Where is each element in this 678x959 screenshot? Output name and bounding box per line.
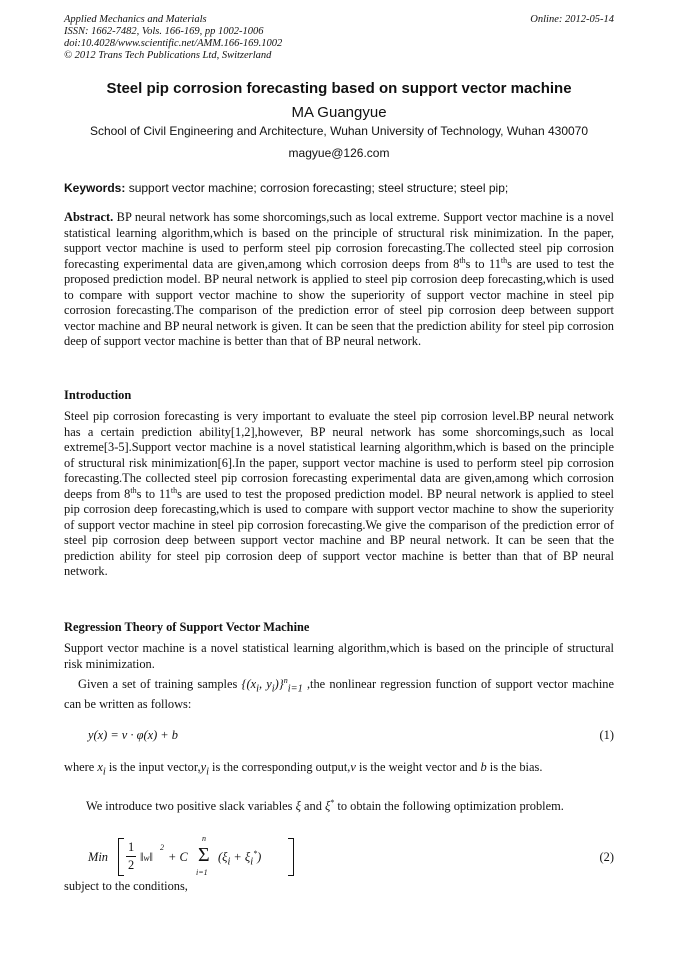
eq2-w: w [143,853,150,863]
introduction-body [64,409,614,580]
eq2-bracket-left [118,838,124,876]
bias-text: is the bias. [486,760,543,774]
copyright-line: © 2012 Trans Tech Publications Ltd, Switzerland [64,50,272,61]
eq2-half-denominator: 2 [128,858,135,872]
journal-name: Applied Mechanics and Materials [64,14,207,25]
regression-para-3 [64,760,614,780]
abstract-text-2: s to 11 [465,256,501,271]
regression-para-5: subject to the conditions, [64,879,188,893]
eq2-terms-mid: + ξ [230,850,251,864]
abstract-sup-2: th [500,255,508,265]
eq2-sum-upper: n [202,834,206,843]
samples-sub-range: i=1 [287,683,303,695]
symbol-x-sub: i [102,766,106,778]
intro-sup-2: th [170,485,178,495]
eq2-fraction-bar [126,856,136,857]
where-text: where [64,760,98,774]
regression-para-4 [64,799,614,815]
abstract-sup-1: th [459,255,466,265]
equation-1-number: (1) [599,728,614,742]
regression-heading: Regression Theory of Support Vector Machine [64,620,310,634]
eq2-terms-sub-1: i [227,856,231,868]
intro-sup-1: th [130,485,137,495]
intro-text-2: s to 11 [136,486,171,501]
symbol-xi: ξ [295,799,301,813]
doi-line: doi:10.4028/www.scientific.net/AMM.166-169.1002 [64,38,283,49]
paper-title: Steel pip corrosion forecasting based on support vector machine [106,80,572,97]
samples-intro-text: Given a set of training samples [78,677,242,691]
eq2-half-numerator: 1 [128,840,135,854]
eq2-terms-close: ) [257,850,262,864]
output-text: is the corresponding output, [208,760,351,774]
eq2-sum-lower: i=1 [196,868,208,877]
samples-sup-n: n [283,675,288,685]
regression-para-1: Support vector machine is a novel statistical learning algorithm,which is based on the principle of structural risk minimization. [64,641,614,671]
eq2-plus-c: + C [168,850,188,864]
weight-vector-text: is the weight vector and [355,760,481,774]
intro-text-1: Steel pip corrosion forecasting is very important to evaluate the steel pip corrosion level.BP neural network has a certain prediction ability[1,2],however, BP neural network has some shorcomings,such as local extreme[3-5].Support vector machine is a novel statistical learning algorithm,which is based on the principle of structural risk minimization[6].In the paper, support vector machine is used to perform steel pip corrosion forecasting.The collected steel pip corrosion forecasting experimental data are given,among which corrosion deeps from 8 [64,409,614,501]
samples-sub-i: i [256,683,259,695]
abstract-text-1: BP neural network has some shorcomings,such as local extreme. Support vector machine is a novel statistical learning algorithm,which is based on the principle of structural risk minimization. In the paper, support vector machine is used to perform steel pip corrosion forecasting.The collected steel pip corrosion forecasting experimental data are given,among which corrosion deeps from 8 [64,210,614,271]
eq2-terms-open: (ξ [218,850,228,864]
symbol-star: * [330,797,335,807]
journal-header [64,14,614,62]
samples-outro-text: ,the nonlinear regression function of support vector machine can be written as follows: [64,677,614,711]
samples-mid: , y [258,677,272,691]
symbol-y-sub: i [206,766,209,778]
keywords [64,181,614,195]
author-name: MA Guangyue [291,104,387,121]
eq2-terms-star: * [253,848,258,858]
keywords-text: support vector machine; corrosion forecasting; steel structure; steel pip; [125,181,509,195]
equation-2-number: (2) [599,850,614,864]
eq2-terms-sub-2: i [250,856,254,868]
symbol-x: x [97,760,103,774]
samples-set [241,675,303,695]
eq2-sigma: Σ [198,844,210,866]
intro-text-3: s are used to test the proposed prediction model. BP neural network is applied to steel pip corrosion deep forecasting,which is used to compare with support vector machine to show the superiority of support vector machine in steel pip corrosion forecasting.We give the comparison of the prediction error of steel pip corrosion deep between support vector machine and BP neural network. It can be seen that the prediction ability for steel pip corrosion deep of support vector machine is better than that of BP neural network. [64,486,614,578]
input-vector-text: is the input vector, [105,760,201,774]
symbol-y: y [200,760,207,774]
keywords-label: Keywords: [64,181,126,195]
slack-and-text: and [300,799,325,813]
samples-close: )} [274,677,284,691]
abstract [64,210,614,350]
slack-outro-text: to obtain the following optimization problem. [334,799,564,813]
author-email[interactable]: magyue@126.com [288,146,390,160]
issn-line: ISSN: 1662-7482, Vols. 166-169, pp 1002-1006 [64,26,264,37]
eq2-terms [218,850,261,867]
eq2-min: Min [88,850,108,864]
introduction-heading: Introduction [64,388,132,402]
equation-2: Min 1 2 ‖w‖ 2 + C n Σ i=1 $(\xi_i + \xi_i^*)$ [88,838,308,878]
abstract-text-3: s are used to test the proposed prediction model. BP neural network is applied to steel pip corrosion deep forecasting,which is used to compare with support vector machine to show the superiority of support vector machine in steel pip corrosion forecasting.The comparison of the prediction error of steel pip corrosion deep between support vector machine and BP neural network is given. It can be seen that the prediction ability for steel pip corrosion deep of support vector machine is better than that of BP neural network. [64,256,614,348]
samples-sub-i2: i [271,683,275,695]
eq2-norm: ‖w‖ [140,850,153,864]
equation-1: y(x) = v · φ(x) + b [88,728,178,742]
samples-open: {(x [241,677,257,691]
eq2-bracket-right [288,838,294,876]
symbol-b: b [480,760,487,774]
symbol-xi-star: ξ [325,799,331,813]
regression-para-2 [64,677,614,712]
abstract-label: Abstract. [64,210,114,224]
symbol-v: v [350,760,356,774]
slack-intro-text: We introduce two positive slack variables [86,799,296,813]
online-date: Online: 2012-05-14 [530,14,614,25]
affiliation: School of Civil Engineering and Architecture, Wuhan University of Technology, Wuhan 430070 [89,124,589,138]
